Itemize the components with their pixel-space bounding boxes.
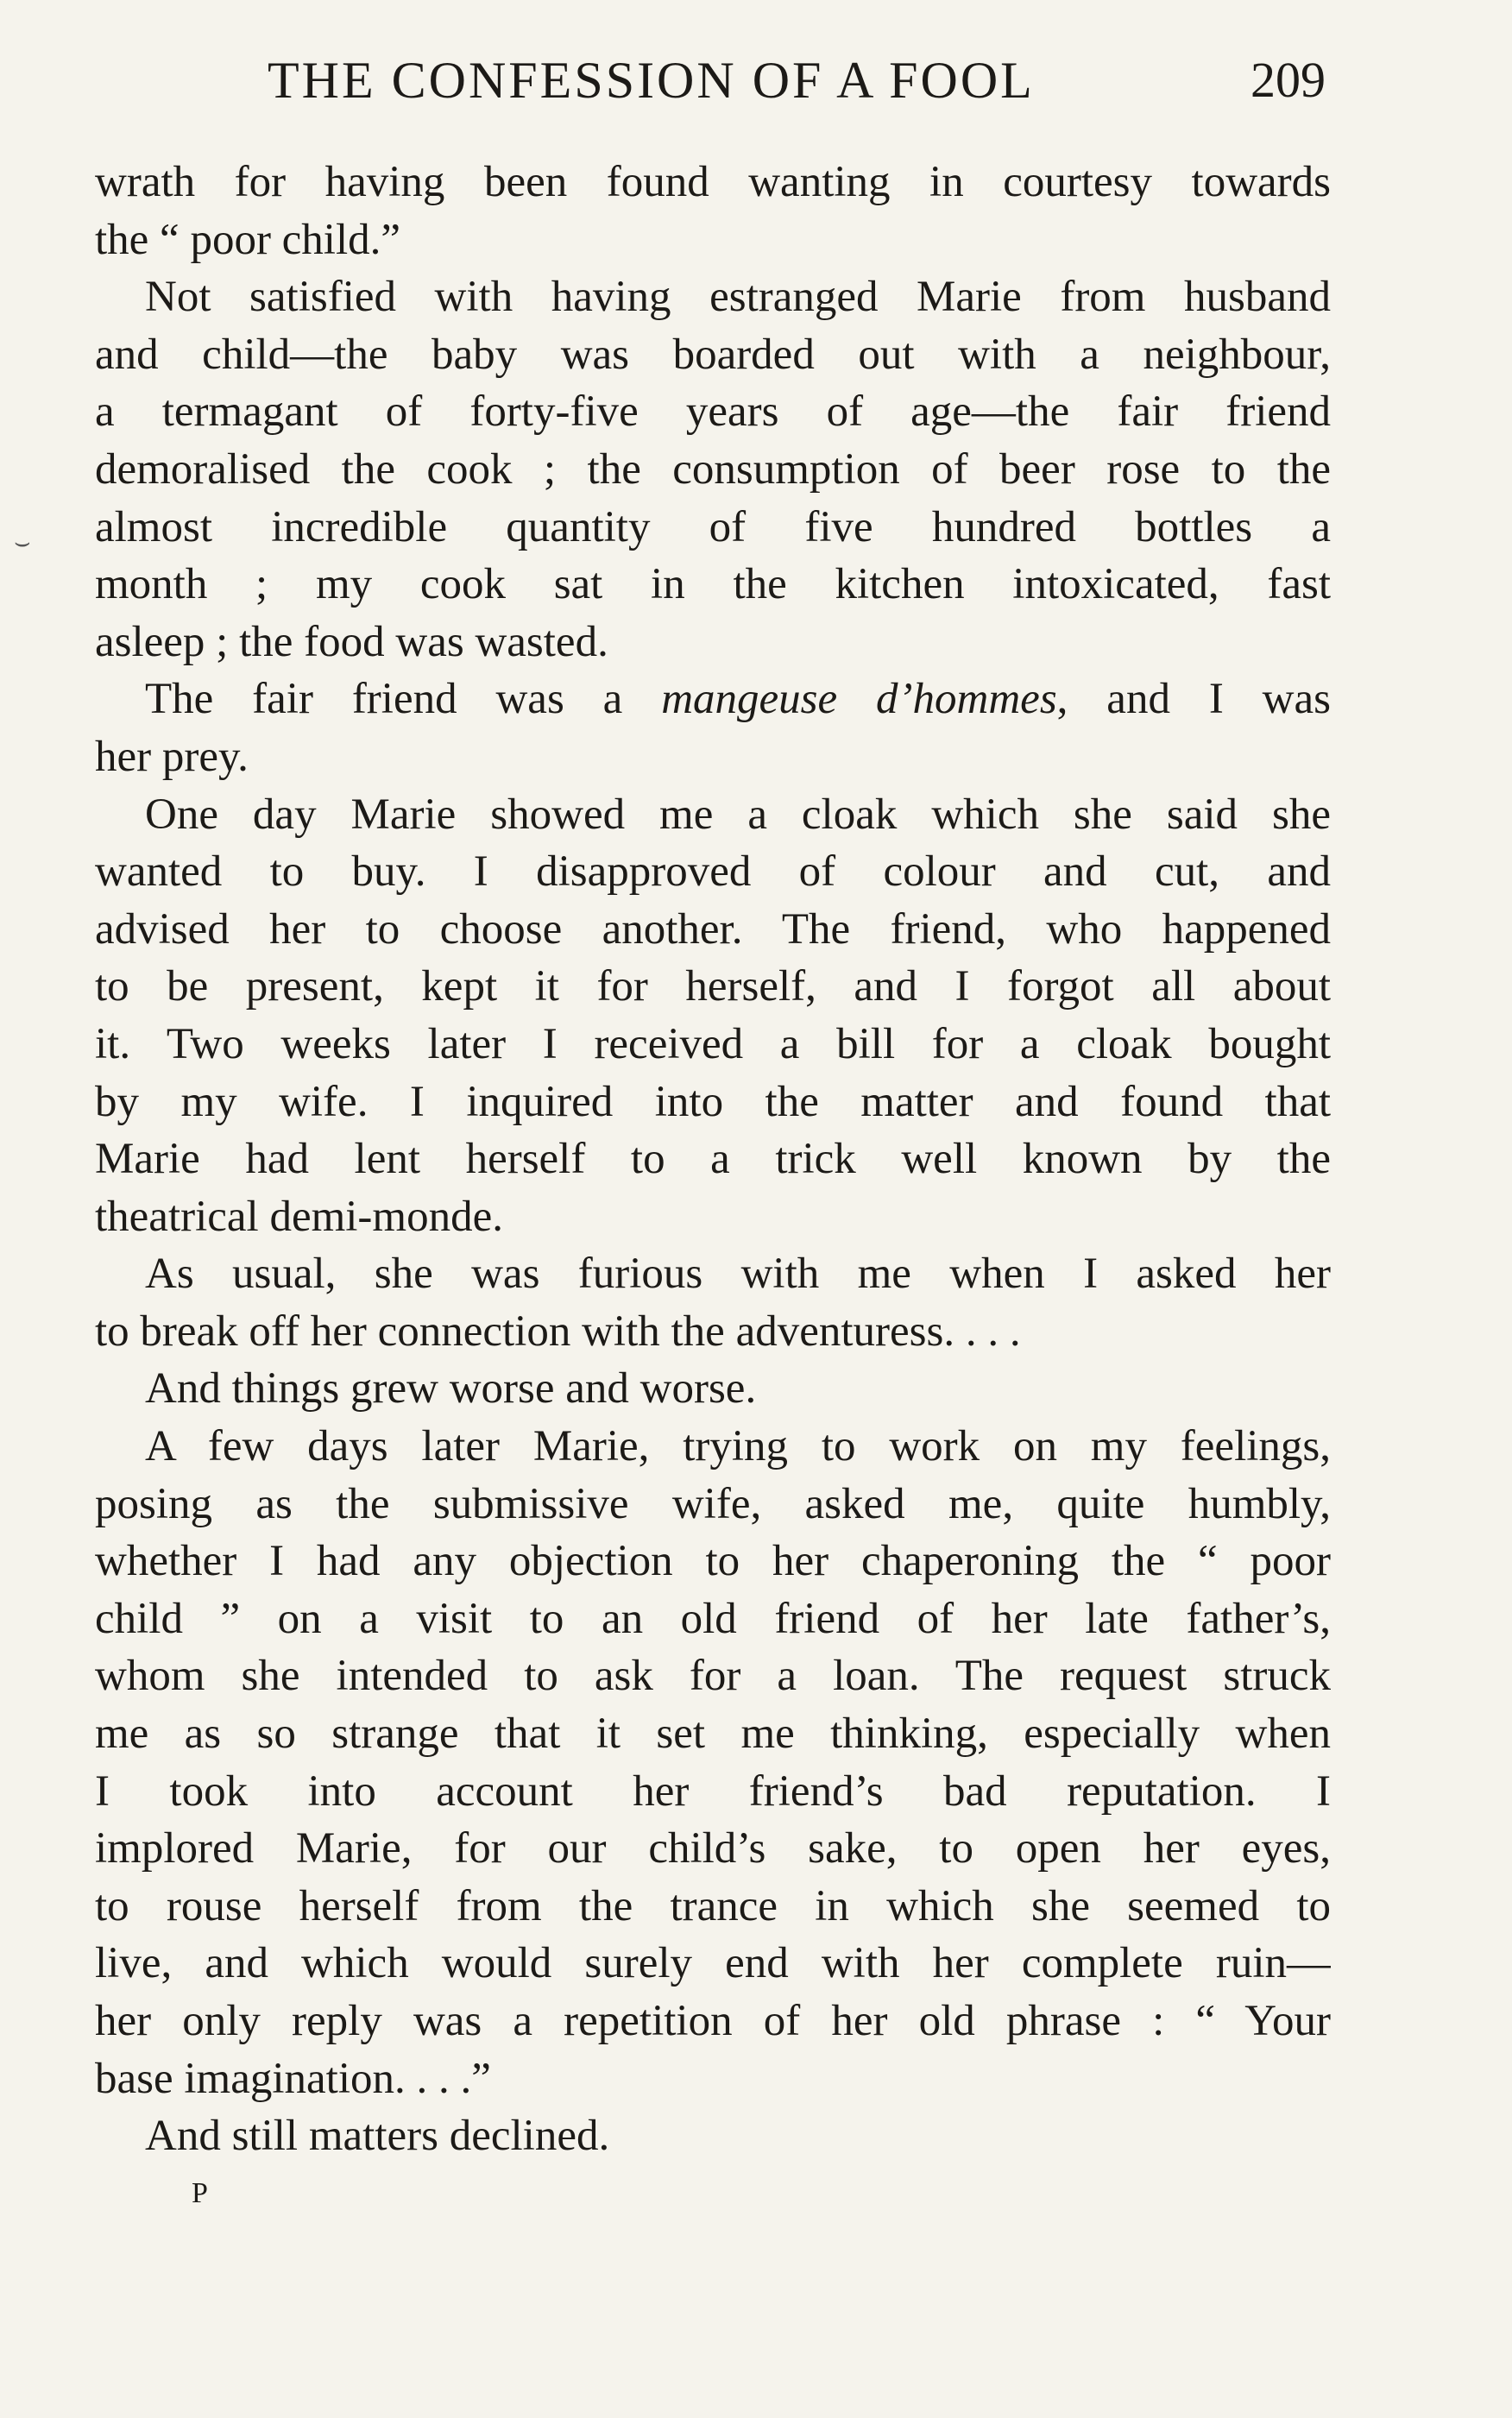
- text-line: her prey.: [95, 732, 249, 781]
- text-line: child ” on a visit to an old friend of her late father’s,: [95, 1594, 1331, 1643]
- text-line: live, and which would surely end with her complete ruin—: [95, 1939, 1331, 1988]
- text-line: A few days later Marie, trying to work on my feelings,: [145, 1422, 1331, 1471]
- text-line: I took into account her friend’s bad reputation. I: [95, 1766, 1331, 1816]
- text-line: it. Two weeks later I received a bill for a cloak bought: [95, 1019, 1331, 1068]
- text-line: almost incredible quantity of five hundred bottles a: [95, 502, 1331, 551]
- page-number: 209: [1251, 52, 1326, 108]
- signature-mark: P: [192, 2177, 209, 2209]
- text-line: asleep ; the food was wasted.: [95, 617, 608, 666]
- text-line: Marie had lent herself to a trick well known by the: [95, 1135, 1331, 1184]
- text-line: me as so strange that it set me thinking, especially when: [95, 1710, 1331, 1759]
- text-line: to rouse herself from the trance in which she seemed to: [95, 1881, 1331, 1930]
- text-line: As usual, she was furious with me when I asked her: [145, 1250, 1331, 1299]
- text-line: base imagination. . . .”: [95, 2054, 491, 2103]
- text-line: demoralised the cook ; the consumption of beer rose to the: [95, 444, 1331, 494]
- italic-phrase: mangeuse d’hommes: [661, 675, 1057, 724]
- text-line: to be present, kept it for herself, and I forgot all about: [95, 962, 1331, 1011]
- text-line: month ; my cook sat in the kitchen intoxicated, fast: [95, 560, 1331, 609]
- text-line: whom she intended to ask for a loan. The request struck: [95, 1652, 1331, 1701]
- text-line: wanted to buy. I disapproved of colour and cut, and: [95, 847, 1331, 897]
- text-line: whether I had any objection to her chaperoning the “ poor: [95, 1537, 1331, 1586]
- running-title: THE CONFESSION OF A FOOL: [268, 52, 1035, 109]
- text-line: One day Marie showed me a cloak which she said she: [145, 790, 1331, 839]
- text-line: a termagant of forty-five years of age—the fair friend: [95, 387, 1331, 437]
- text-line: implored Marie, for our child’s sake, to open her eyes,: [95, 1824, 1331, 1873]
- text-line: and child—the baby was boarded out with a neighbour,: [95, 330, 1331, 379]
- text-line: And things grew worse and worse.: [145, 1364, 757, 1414]
- text-line: posing as the submissive wife, asked me, quite humbly,: [95, 1479, 1331, 1528]
- text-line: theatrical demi-monde.: [95, 1192, 503, 1241]
- running-head: [268, 50, 1326, 110]
- body-text: [95, 154, 1331, 2165]
- text-line: wrath for having been found wanting in courtesy towards: [95, 158, 1331, 206]
- text-line: to break off her connection with the adventuress. . . .: [95, 1307, 1021, 1356]
- text-segment: The fair friend was a: [145, 675, 662, 724]
- text-line: [95, 671, 1331, 728]
- text-line: And still matters declined.: [145, 2112, 610, 2161]
- text-line: the “ poor child.”: [95, 215, 401, 264]
- text-line: by my wife. I inquired into the matter and found that: [95, 1077, 1331, 1126]
- text-line: Not satisfied with having estranged Marie from husband: [145, 273, 1331, 322]
- text-segment: , and I was: [1056, 675, 1331, 724]
- text-line: her only reply was a repetition of her old phrase : “ Your: [95, 1997, 1331, 2045]
- text-line: advised her to choose another. The friend, who happened: [95, 904, 1331, 954]
- margin-mark: ⌣: [14, 528, 31, 557]
